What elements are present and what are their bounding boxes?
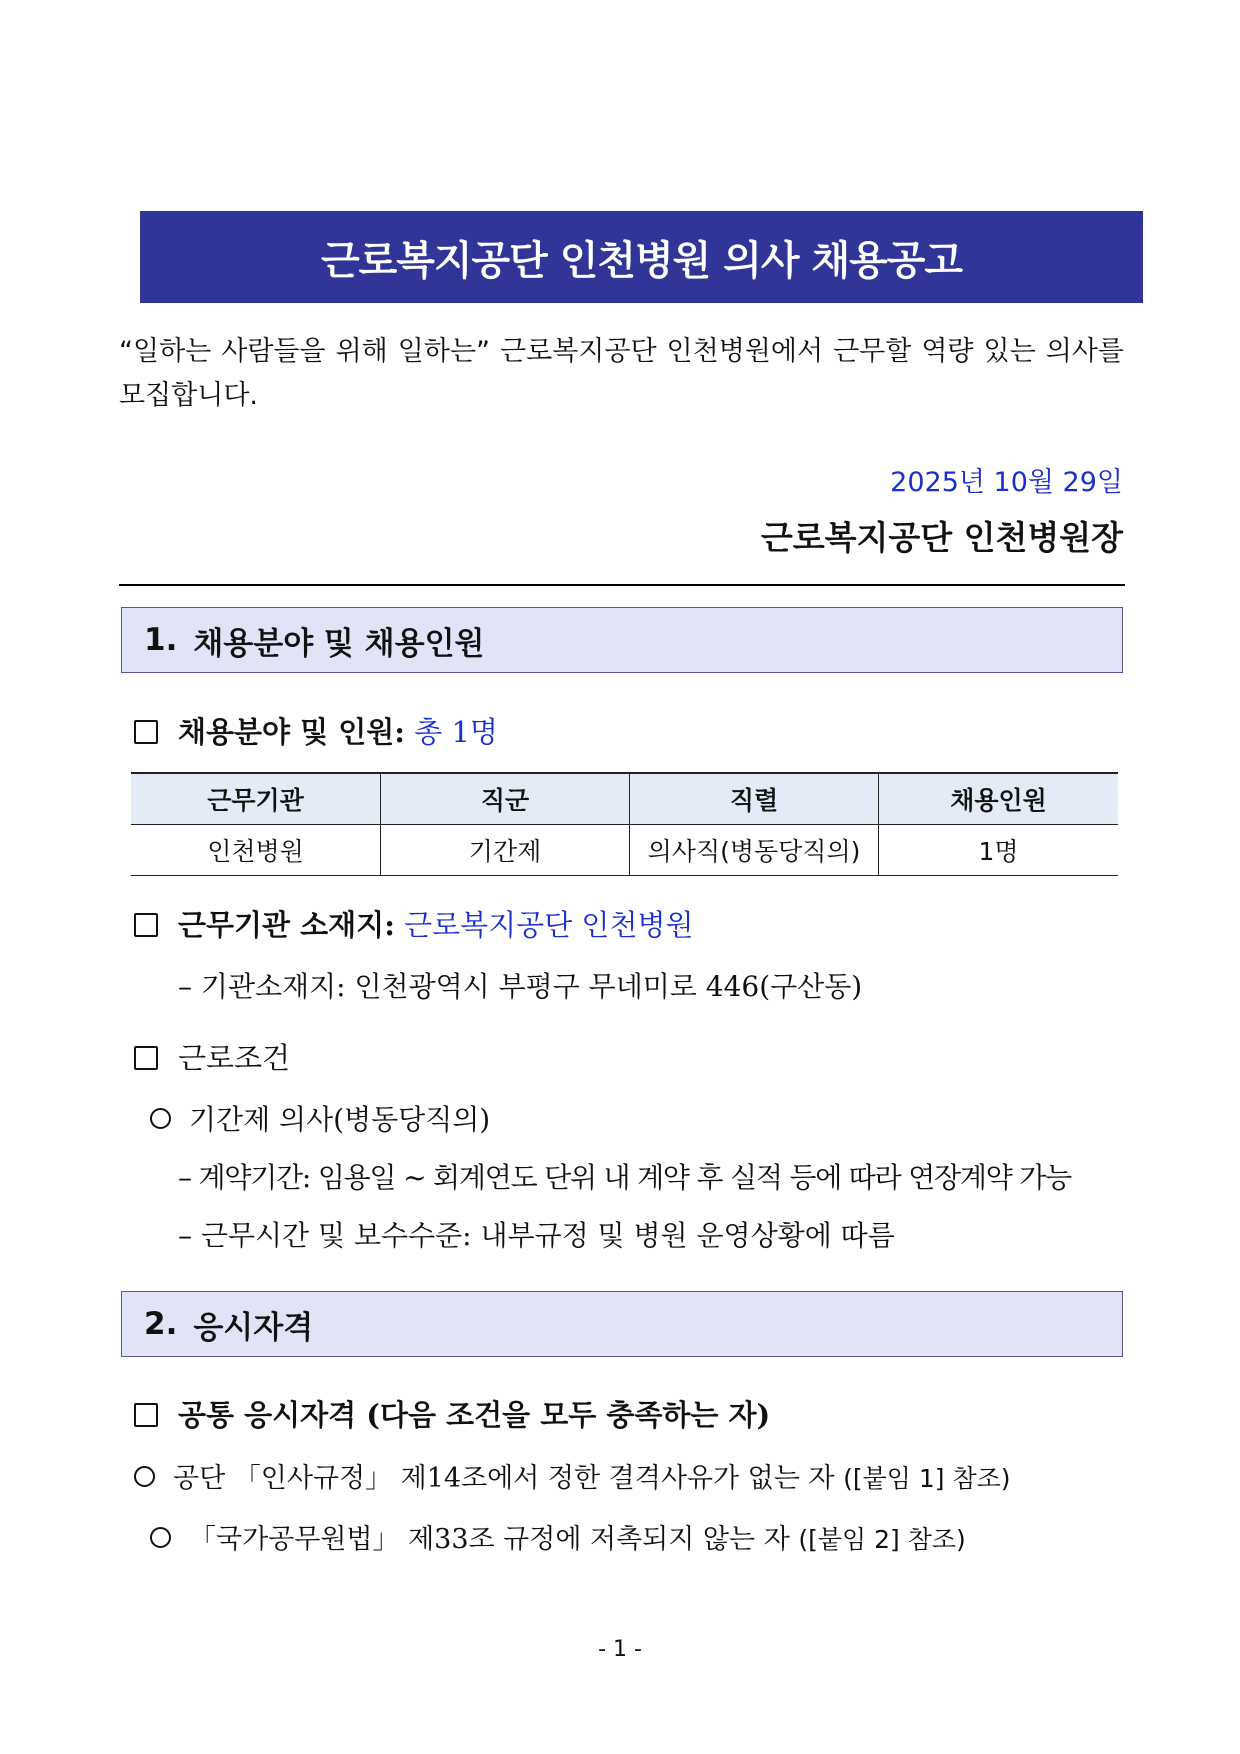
intro-word: 의사를 bbox=[1045, 336, 1124, 367]
recruitment-table bbox=[131, 772, 1118, 876]
section-2-header bbox=[121, 1291, 1123, 1357]
page-number: - 1 - bbox=[598, 1637, 642, 1662]
signer-name: 근로복지공단 인천병원장 bbox=[760, 518, 1123, 557]
circle-bullet-icon bbox=[150, 1108, 171, 1129]
section-title: 응시자격 bbox=[193, 1309, 314, 1346]
table-cell: 인천병원 bbox=[131, 825, 381, 876]
checkbox-square-icon bbox=[134, 1046, 158, 1070]
location-value: 근로복지공단 인천병원 bbox=[404, 908, 694, 942]
header-divider bbox=[119, 584, 1125, 586]
requirement-item-2 bbox=[150, 1517, 966, 1556]
announcement-date: 2025년 10월 29일 bbox=[890, 467, 1123, 498]
table-header: 근무기관 bbox=[131, 773, 381, 825]
table-cell: 1명 bbox=[879, 825, 1119, 876]
address-line: – 기관소재지: 인천광역시 부평구 무네미로 446(구산동) bbox=[178, 970, 863, 1003]
circle-bullet-icon bbox=[150, 1527, 171, 1548]
intro-word: 위해 bbox=[335, 336, 388, 367]
intro-word: 근로복지공단 bbox=[500, 336, 657, 367]
intro-word: 근무할 bbox=[833, 336, 912, 367]
position-item bbox=[150, 1098, 490, 1138]
table-header: 직렬 bbox=[630, 773, 879, 825]
page-title: 근로복지공단 인천병원 의사 채용공고 bbox=[140, 211, 1143, 303]
common-qualification-label: 공통 응시자격 (다음 조건을 모두 충족하는 자) bbox=[178, 1398, 771, 1432]
intro-word: 사람들을 bbox=[221, 336, 326, 367]
field-count-value: 총 1명 bbox=[414, 715, 498, 749]
requirement-reference: ([붙임 1] 참조) bbox=[843, 1464, 1011, 1493]
checkbox-square-icon bbox=[134, 720, 158, 744]
table-header: 직군 bbox=[381, 773, 630, 825]
common-qualification-item bbox=[134, 1393, 770, 1434]
table-cell: 의사직(병동당직의) bbox=[630, 825, 879, 876]
section-title: 채용분야 및 채용인원 bbox=[193, 625, 485, 662]
intro-word: 일하는” bbox=[397, 336, 491, 367]
table-header: 채용인원 bbox=[879, 773, 1119, 825]
field-count-item bbox=[134, 710, 498, 751]
position-text: 기간제 의사(병동당직의) bbox=[189, 1103, 491, 1136]
intro-word: 역량 bbox=[921, 336, 974, 367]
intro-word: “일하는 bbox=[119, 336, 212, 367]
worktime-line: – 근무시간 및 보수수준: 내부규정 및 병원 운영상황에 따름 bbox=[178, 1219, 895, 1252]
requirement-text: 공단 「인사규정」 제14조에서 정한 결격사유가 없는 자 bbox=[173, 1463, 835, 1494]
section-1-header bbox=[121, 607, 1123, 673]
checkbox-square-icon bbox=[134, 913, 158, 937]
conditions-item bbox=[134, 1036, 290, 1077]
requirement-reference: ([붙임 2] 참조) bbox=[798, 1525, 966, 1554]
table-header-row bbox=[131, 773, 1118, 825]
checkbox-square-icon bbox=[134, 1403, 158, 1427]
intro-line-2: 모집합니다. bbox=[119, 380, 258, 411]
intro-paragraph bbox=[119, 330, 1124, 418]
intro-line-1 bbox=[119, 330, 1124, 374]
requirement-item-1 bbox=[134, 1456, 1011, 1495]
table-cell: 기간제 bbox=[381, 825, 630, 876]
intro-word: 인천병원에서 bbox=[666, 336, 824, 367]
circle-bullet-icon bbox=[134, 1466, 155, 1487]
intro-word: 있는 bbox=[983, 336, 1036, 367]
contract-line: – 계약기간: 임용일 ~ 회계연도 단위 내 계약 후 실적 등에 따라 연장계약 가능 bbox=[178, 1161, 1071, 1194]
table-row bbox=[131, 825, 1118, 876]
requirement-text: 「국가공무원법」 제33조 규정에 저촉되지 않는 자 bbox=[189, 1524, 790, 1555]
conditions-label: 근로조건 bbox=[178, 1041, 291, 1075]
location-item bbox=[134, 903, 693, 944]
section-number: 2. bbox=[144, 1306, 178, 1342]
location-label: 근무기관 소재지: bbox=[178, 908, 395, 942]
section-number: 1. bbox=[144, 622, 178, 658]
field-count-label: 채용분야 및 인원: bbox=[178, 715, 405, 749]
